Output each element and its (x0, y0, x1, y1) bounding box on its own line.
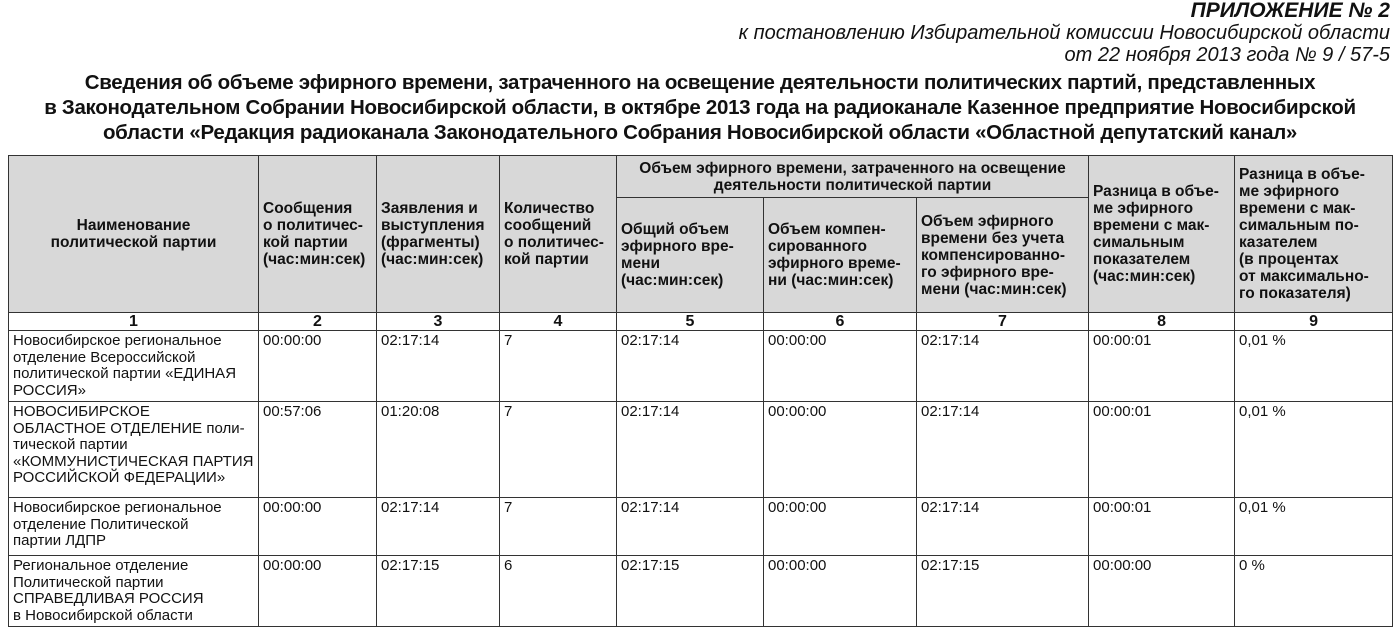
header-diff-percent: Разница в объе- ме эфирного времени с мак- симальным по- казателем (в процентах от максимально- го показателя) (1235, 156, 1393, 313)
column-number: 9 (1235, 313, 1393, 331)
table-row (9, 556, 1393, 627)
header-total: Общий объем эфирного вре- мени (час:мин:сек) (617, 198, 764, 313)
appendix-date: от 22 ноября 2013 года № 9 / 57-5 (1064, 44, 1390, 66)
appendix-block (739, 0, 1390, 66)
cell-uncompensated: 02:17:15 (917, 556, 1089, 627)
document-title-line: Сведения об объеме эфирного времени, затраченного на освещение деятельности политических партий, представленных (84, 71, 1316, 94)
cell-party: Новосибирское региональное отделение Всероссийской политической партии «ЕДИНАЯ РОССИЯ» (9, 331, 259, 402)
cell-uncompensated: 02:17:14 (917, 331, 1089, 402)
cell-party: Новосибирское региональное отделение Политической партии ЛДПР (9, 498, 259, 556)
cell-compensated: 00:00:00 (764, 498, 917, 556)
cell-compensated: 00:00:00 (764, 402, 917, 498)
header-airtime-group: Объем эфирного времени, затраченного на освещение деятельности политической партии (617, 156, 1089, 198)
column-number: 1 (9, 313, 259, 331)
cell-messages: 00:00:00 (259, 331, 377, 402)
cell-statements: 01:20:08 (377, 402, 500, 498)
table-row (9, 331, 1393, 402)
cell-compensated: 00:00:00 (764, 331, 917, 402)
column-number: 4 (500, 313, 617, 331)
table-row (9, 402, 1393, 498)
header-uncompensated: Объем эфирного времени без учета компенсированно- го эфирного вре- мени (час:мин:сек) (917, 198, 1089, 313)
cell-diff-percent: 0 % (1235, 556, 1393, 627)
cell-diff-time: 00:00:01 (1089, 402, 1235, 498)
cell-statements: 02:17:15 (377, 556, 500, 627)
header-diff-time: Разница в объе- ме эфирного времени с мак- симальным показателем (час:мин:сек) (1089, 156, 1235, 313)
document-title-line: области «Редакция радиоканала Законодательного Собрания Новосибирской области «Областной депутатский канал» (102, 121, 1298, 144)
cell-messages: 00:00:00 (259, 556, 377, 627)
cell-count: 7 (500, 331, 617, 402)
cell-statements: 02:17:14 (377, 331, 500, 402)
cell-messages: 00:00:00 (259, 498, 377, 556)
appendix-resolution: к постановлению Избирательной комиссии Новосибирской области (738, 22, 1390, 44)
header-statements: Заявления и выступления (фрагменты) (час:мин:сек) (377, 156, 500, 313)
header-messages: Сообщения о политичес- кой партии (час:мин:сек) (259, 156, 377, 313)
column-number: 2 (259, 313, 377, 331)
cell-uncompensated: 02:17:14 (917, 402, 1089, 498)
cell-count: 6 (500, 556, 617, 627)
cell-statements: 02:17:14 (377, 498, 500, 556)
column-number: 5 (617, 313, 764, 331)
cell-total: 02:17:14 (617, 331, 764, 402)
cell-compensated: 00:00:00 (764, 556, 917, 627)
appendix-number: ПРИЛОЖЕНИЕ № 2 (1190, 0, 1390, 22)
cell-messages: 00:57:06 (259, 402, 377, 498)
cell-party: НОВОСИБИРСКОЕ ОБЛАСТНОЕ ОТДЕЛЕНИЕ поли- тической партии «КОММУНИСТИЧЕСКАЯ ПАРТИЯ РОССИЙСКОЙ ФЕДЕРАЦИИ» (9, 402, 259, 498)
header-party: Наименование политической партии (9, 156, 259, 313)
cell-diff-time: 00:00:00 (1089, 556, 1235, 627)
document-title (0, 70, 1400, 145)
cell-uncompensated: 02:17:14 (917, 498, 1089, 556)
cell-party: Региональное отделение Политической партии СПРАВЕДЛИВАЯ РОССИЯ в Новосибирской области (9, 556, 259, 627)
column-number: 7 (917, 313, 1089, 331)
cell-count: 7 (500, 498, 617, 556)
cell-diff-percent: 0,01 % (1235, 331, 1393, 402)
airtime-table (8, 155, 1393, 627)
document-title-line: в Законодательном Собрании Новосибирской области, в октябре 2013 года на радиоканале Казенное предприятие Новосибирской (44, 96, 1356, 119)
column-number: 8 (1089, 313, 1235, 331)
cell-total: 02:17:14 (617, 498, 764, 556)
table-row (9, 498, 1393, 556)
cell-total: 02:17:15 (617, 556, 764, 627)
column-number: 6 (764, 313, 917, 331)
cell-diff-time: 00:00:01 (1089, 331, 1235, 402)
cell-count: 7 (500, 402, 617, 498)
cell-diff-percent: 0,01 % (1235, 402, 1393, 498)
cell-diff-time: 00:00:01 (1089, 498, 1235, 556)
cell-total: 02:17:14 (617, 402, 764, 498)
cell-diff-percent: 0,01 % (1235, 498, 1393, 556)
header-compensated: Объем компен- сированного эфирного време- ни (час:мин:сек) (764, 198, 917, 313)
header-count: Количество сообщений о политичес- кой партии (500, 156, 617, 313)
column-number: 3 (377, 313, 500, 331)
